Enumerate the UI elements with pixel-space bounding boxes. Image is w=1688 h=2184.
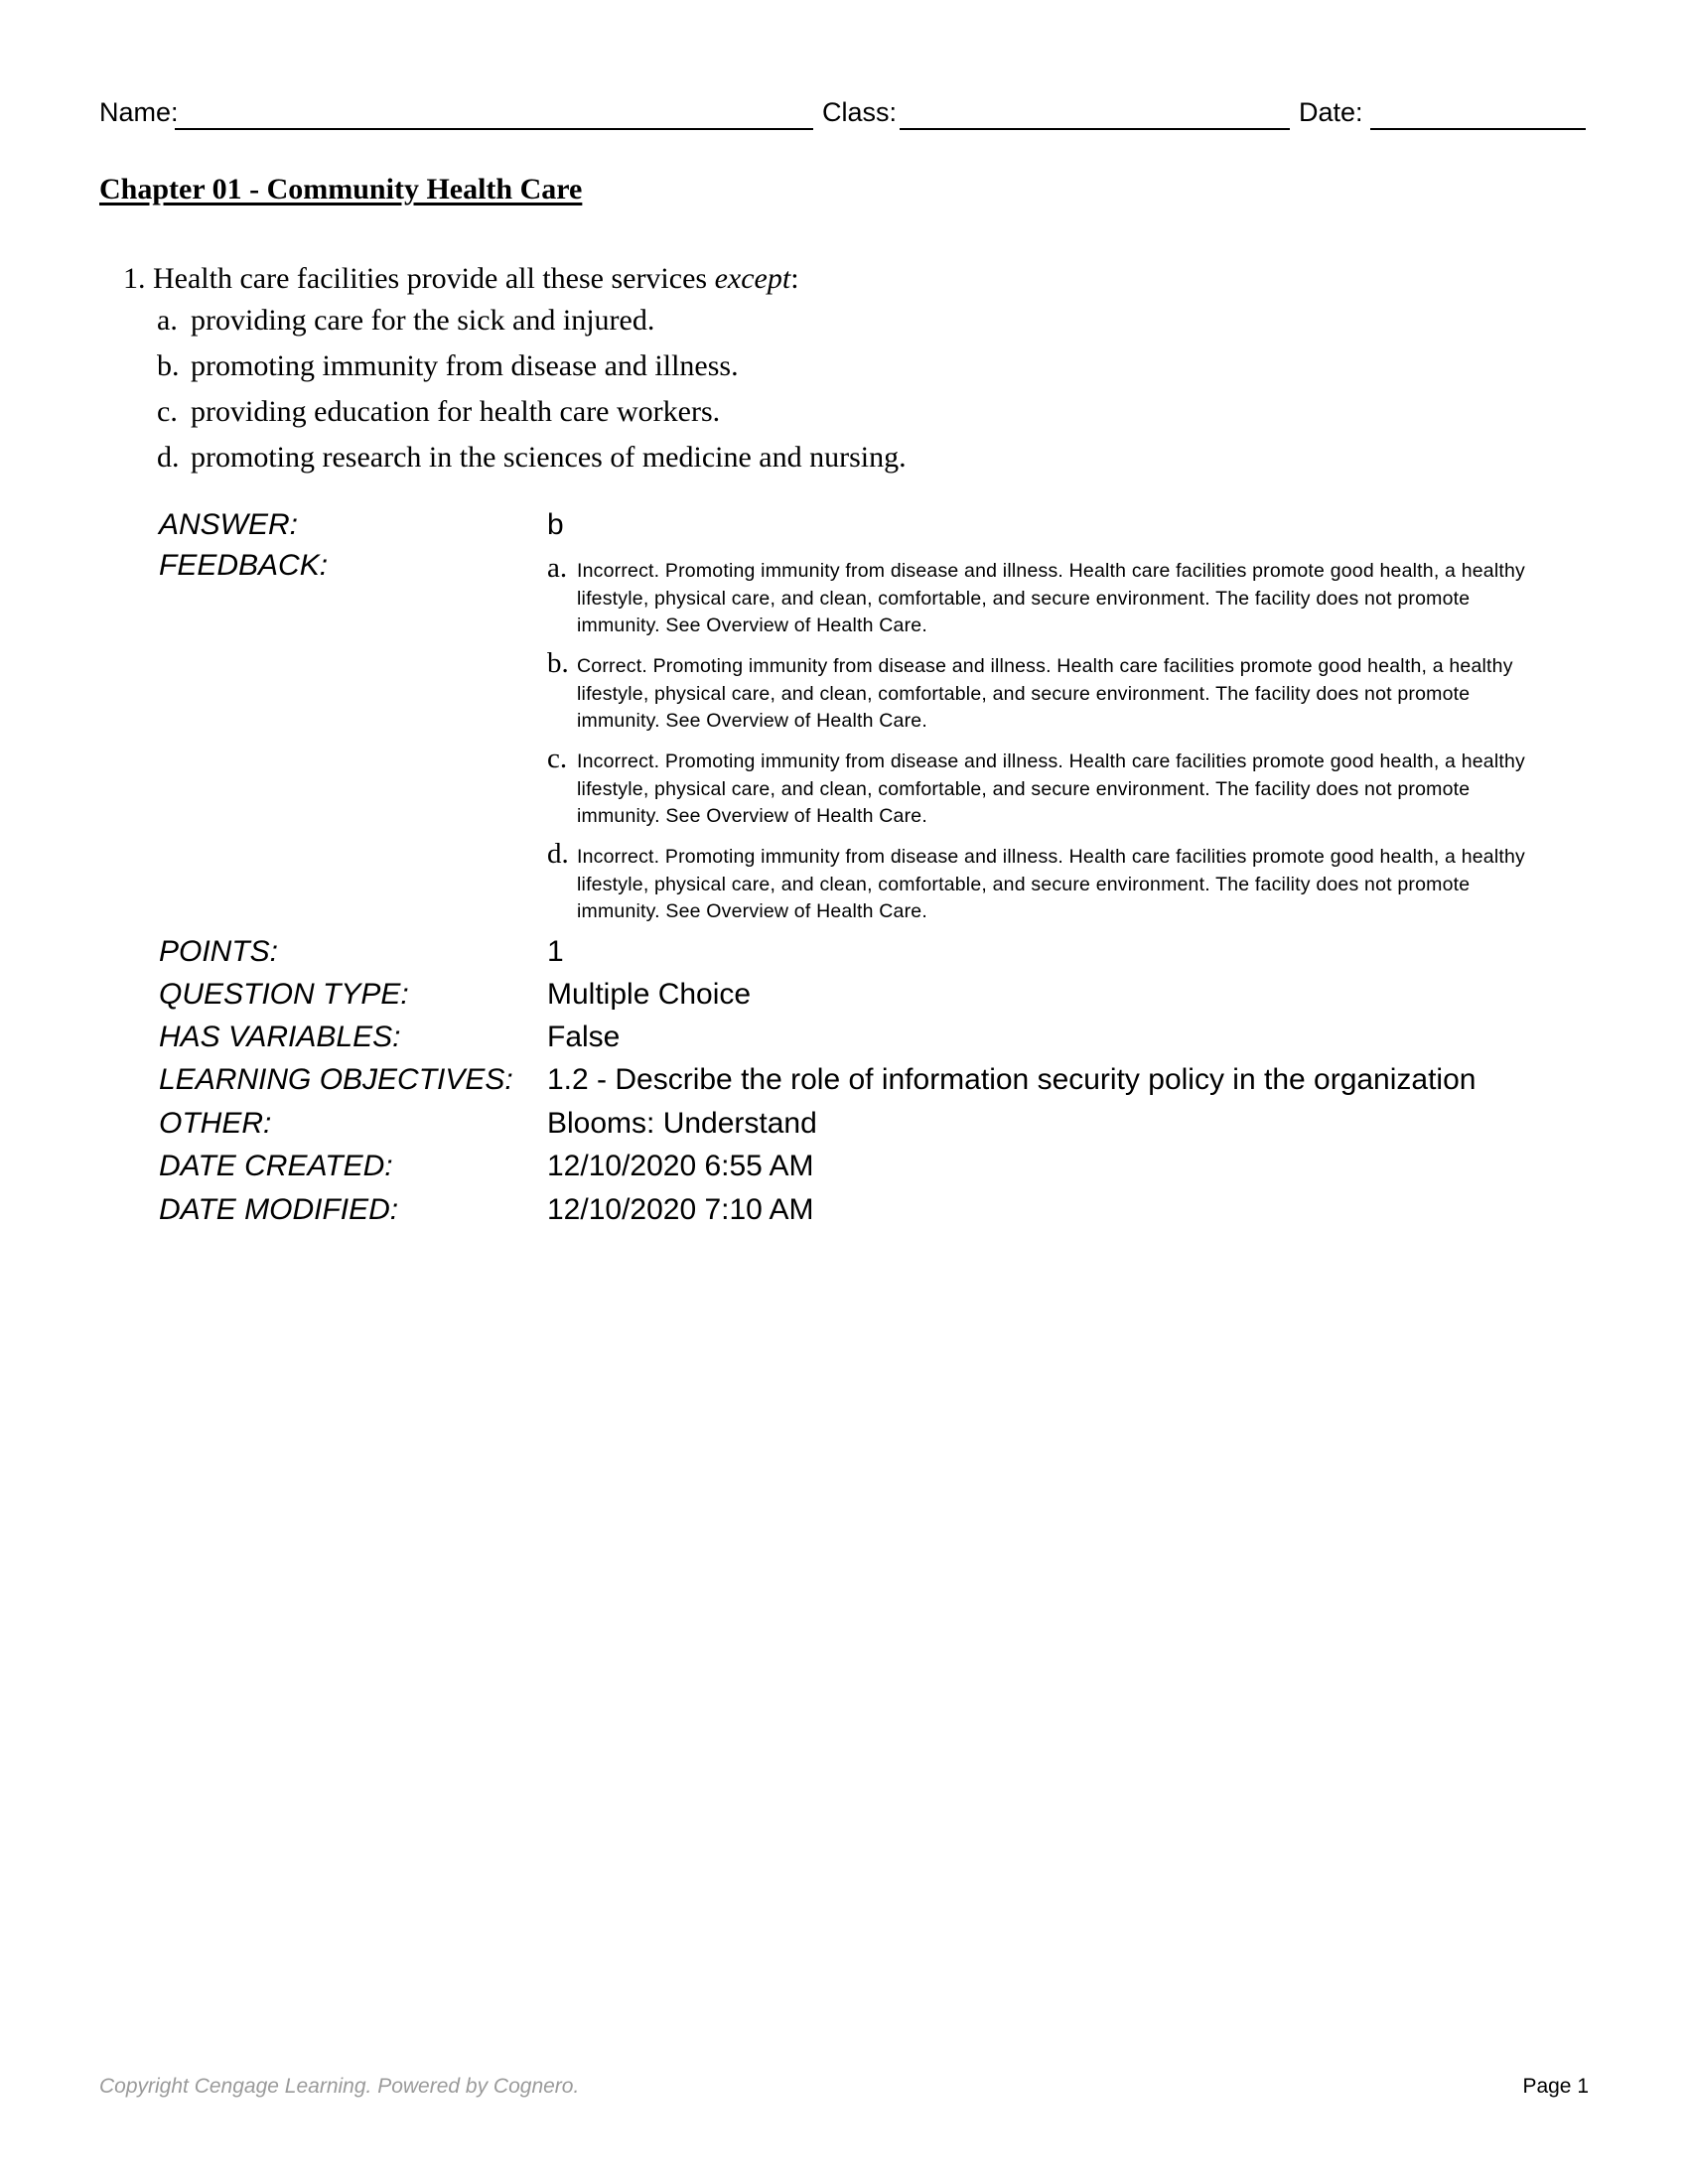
question-type-value: Multiple Choice <box>547 978 752 1011</box>
feedback-letter: a. <box>547 552 568 584</box>
choice-text: promoting immunity from disease and illness. <box>191 349 739 382</box>
feedback-item-b <box>547 647 1550 749</box>
feedback-letter: b. <box>547 647 569 679</box>
choice-b <box>157 349 907 395</box>
feedback-text: Incorrect. Promoting immunity from disease and illness. Health care facilities promote good health, a healthy lifestyle, physical care, and clean, comfortable, and secure environment. The facility does not promote immunity. See Overview of Health Care. <box>577 846 1526 922</box>
choice-letter: b. <box>157 349 180 382</box>
chapter-title: Chapter 01 - Community Health Care <box>99 173 583 205</box>
class-label: Class: <box>822 97 898 127</box>
choice-text: promoting research in the sciences of medicine and nursing. <box>191 441 907 474</box>
feedback-label: FEEDBACK: <box>159 549 329 582</box>
other-label: OTHER: <box>159 1107 272 1140</box>
name-blank-line <box>175 128 813 130</box>
choice-letter: c. <box>157 395 178 428</box>
choice-d <box>157 441 907 486</box>
page-number: Page 1 <box>1522 2075 1589 2098</box>
date-created-value: 12/10/2020 6:55 AM <box>547 1150 814 1182</box>
question-number: 1. <box>123 262 146 295</box>
copyright-notice: Copyright Cengage Learning. Powered by Cognero. <box>99 2075 580 2098</box>
feedback-text: Incorrect. Promoting immunity from disease and illness. Health care facilities promote good health, a healthy lifestyle, physical care, and clean, comfortable, and secure environment. The facility does not promote immunity. See Overview of Health Care. <box>577 751 1526 827</box>
feedback-item-a <box>547 552 1550 653</box>
answer-choices <box>157 304 907 486</box>
points-label: POINTS: <box>159 935 279 968</box>
date-blank-line <box>1370 128 1586 130</box>
answer-value: b <box>547 508 564 541</box>
class-blank-line <box>900 128 1290 130</box>
question-type-label: QUESTION TYPE: <box>159 978 409 1011</box>
has-variables-label: HAS VARIABLES: <box>159 1021 401 1053</box>
feedback-letter: d. <box>547 838 569 870</box>
feedback-text: Incorrect. Promoting immunity from disease and illness. Health care facilities promote good health, a healthy lifestyle, physical care, and clean, comfortable, and secure environment. The facility does not promote immunity. See Overview of Health Care. <box>577 560 1526 636</box>
feedback-text: Correct. Promoting immunity from disease and illness. Health care facilities promote good health, a healthy lifestyle, physical care, and clean, comfortable, and secure environment. The facility does not promote immunity. See Overview of Health Care. <box>577 655 1513 732</box>
question-stem-prefix: Health care facilities provide all these services <box>153 262 715 295</box>
choice-letter: a. <box>157 304 178 337</box>
has-variables-value: False <box>547 1021 621 1053</box>
choice-a <box>157 304 907 349</box>
date-created-label: DATE CREATED: <box>159 1150 393 1182</box>
learning-objectives-value: 1.2 - Describe the role of information security policy in the organization <box>547 1063 1477 1096</box>
feedback-item-c <box>547 743 1550 844</box>
date-modified-label: DATE MODIFIED: <box>159 1193 399 1226</box>
choice-letter: d. <box>157 441 180 474</box>
name-label: Name: <box>99 97 179 127</box>
question-stem-emphasis: except <box>714 262 791 295</box>
feedback-item-d <box>547 838 1550 939</box>
learning-objectives-label: LEARNING OBJECTIVES: <box>159 1063 513 1096</box>
date-label: Date: <box>1299 97 1363 127</box>
points-value: 1 <box>547 935 564 968</box>
feedback-letter: c. <box>547 743 568 774</box>
answer-label: ANSWER: <box>159 508 299 541</box>
other-value: Blooms: Understand <box>547 1107 817 1140</box>
feedback-list <box>547 552 1550 939</box>
choice-text: providing education for health care workers. <box>191 395 721 428</box>
question-stem <box>123 262 799 296</box>
question-stem-suffix: : <box>790 262 799 295</box>
student-info-header <box>99 97 1589 137</box>
choice-c <box>157 395 907 441</box>
choice-text: providing care for the sick and injured. <box>191 304 655 337</box>
date-modified-value: 12/10/2020 7:10 AM <box>547 1193 814 1226</box>
